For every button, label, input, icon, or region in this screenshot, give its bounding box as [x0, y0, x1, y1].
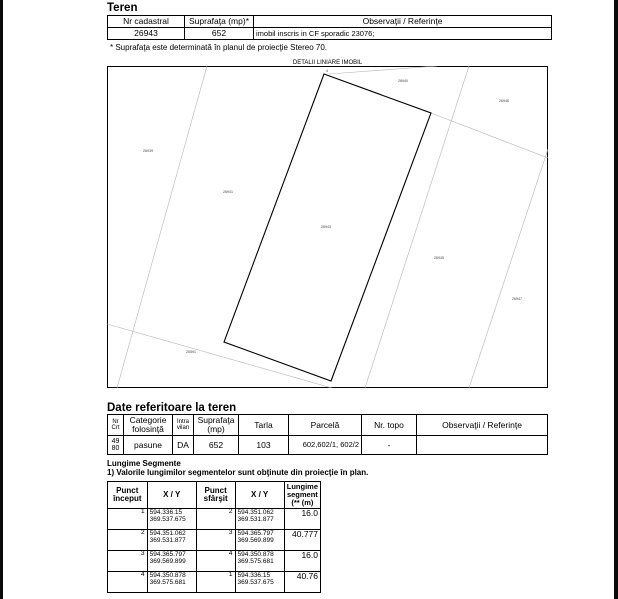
map-label-right-mid: 26945 [434, 256, 444, 260]
parcel-map [107, 66, 548, 388]
cell-categorie: pasune [124, 436, 173, 455]
col-suprafata: Suprafaţa (mp)* [185, 16, 254, 28]
cell-len: 16.0 [284, 509, 320, 530]
map-label-top-right: 26946 [499, 99, 509, 103]
teren-table [107, 15, 552, 40]
cell-p1: 2 [108, 530, 148, 551]
cell-xy2: 594.336.15 369.537.675 [235, 572, 284, 593]
cell-parcela: 602,602/1, 602/2 [289, 436, 362, 455]
col-lungime: Lungime segment (** (m) [284, 482, 320, 509]
teren-note: * Suprafaţa este determinată în planul de proiecţie Stereo 70. [110, 43, 328, 52]
cell-xy1: 594.351.062 369.531.877 [147, 530, 196, 551]
map-label-top-small: 26940 [398, 79, 408, 83]
cell-p2: 2 [196, 509, 235, 530]
cell-xy2: 594.351.062 369.531.877 [235, 509, 284, 530]
cell-xy1: 594.336.15 369.537.675 [147, 509, 196, 530]
section-title-teren: Teren [107, 2, 138, 14]
cell-xy1: 594.365.797 369.569.899 [147, 551, 196, 572]
cell-xy2: 594.365.797 369.569.899 [235, 530, 284, 551]
cell-p2: 4 [196, 551, 235, 572]
cell-nr-cadastral: 26943 [108, 28, 185, 40]
col-xy-end: X / Y [235, 482, 284, 509]
col-suprafata: Suprafaţa (mp) [194, 415, 239, 436]
cell-xy2: 594.350.878 369.575.681 [235, 551, 284, 572]
table-row [108, 572, 321, 593]
cell-p1: 3 [108, 551, 148, 572]
col-xy-start: X / Y [147, 482, 196, 509]
table-row [108, 551, 321, 572]
map-label-right-far: 26947 [512, 297, 522, 301]
table-row [108, 509, 321, 530]
map-title: DETALII LINIARE IMOBIL [292, 60, 363, 66]
map-label-left-mid: 26941 [223, 190, 233, 194]
neighbor-line [365, 66, 469, 388]
col-observatii: Observaţii / Referinţe [254, 16, 552, 28]
segments-table [107, 481, 321, 593]
map-label-parcel-main: 26943 [321, 225, 331, 229]
scan-right-edge [614, 0, 618, 599]
col-tarla: Tarla [239, 415, 289, 436]
col-observatii: Observaţii / Referinţe [417, 415, 548, 436]
cell-xy1: 594.350.878 369.575.681 [147, 572, 196, 593]
col-intravilan: Intra vilan [173, 415, 194, 436]
table-row [108, 530, 321, 551]
col-categorie: Categorie folosinţă [124, 415, 173, 436]
col-parcela: Parcelă [289, 415, 362, 436]
map-label-vertex: 4 [326, 69, 328, 73]
col-punct-inceput: Punct început [108, 482, 148, 509]
cell-observatii: imobil inscris in CF sporadic 23076; [254, 28, 552, 40]
cell-p1: 1 [108, 509, 148, 530]
section-title-date-referitoare: Date referitoare la teren [107, 402, 237, 414]
neighbor-line [329, 66, 437, 74]
cell-nr-topo: - [362, 436, 417, 455]
cell-len: 40.777 [284, 530, 320, 551]
col-punct-sfarsit: Punct sfârşit [196, 482, 235, 509]
segments-subtitle: 1) Valorile lungimilor segmentelor sunt obţinute din proiecţie în plan. [107, 468, 369, 477]
scan-left-edge [0, 0, 3, 599]
cell-nr-crt: 49 80 [108, 436, 124, 455]
map-label-bottom-left: 25591 [186, 350, 196, 354]
map-label-left-far: 26939 [143, 149, 153, 153]
cell-p2: 1 [196, 572, 235, 593]
segments-title: Lungime Segmente [107, 459, 181, 468]
neighbor-line [431, 113, 548, 158]
cell-p2: 3 [196, 530, 235, 551]
col-nr-topo: Nr. topo [362, 415, 417, 436]
cell-p1: 4 [108, 572, 148, 593]
cell-suprafata: 652 [194, 436, 239, 455]
neighbor-line [469, 149, 548, 388]
cell-observatii [417, 436, 548, 455]
cell-len: 16.0 [284, 551, 320, 572]
cell-len: 40.76 [284, 572, 320, 593]
cell-intravilan: DA [173, 436, 194, 455]
date-referitoare-table [107, 414, 548, 455]
col-nr-cadastral: Nr cadastral [108, 16, 185, 28]
neighbor-line [107, 324, 332, 388]
cell-tarla: 103 [239, 436, 289, 455]
cell-suprafata: 652 [185, 28, 254, 40]
col-nr-crt: Nr Crt [108, 415, 124, 436]
